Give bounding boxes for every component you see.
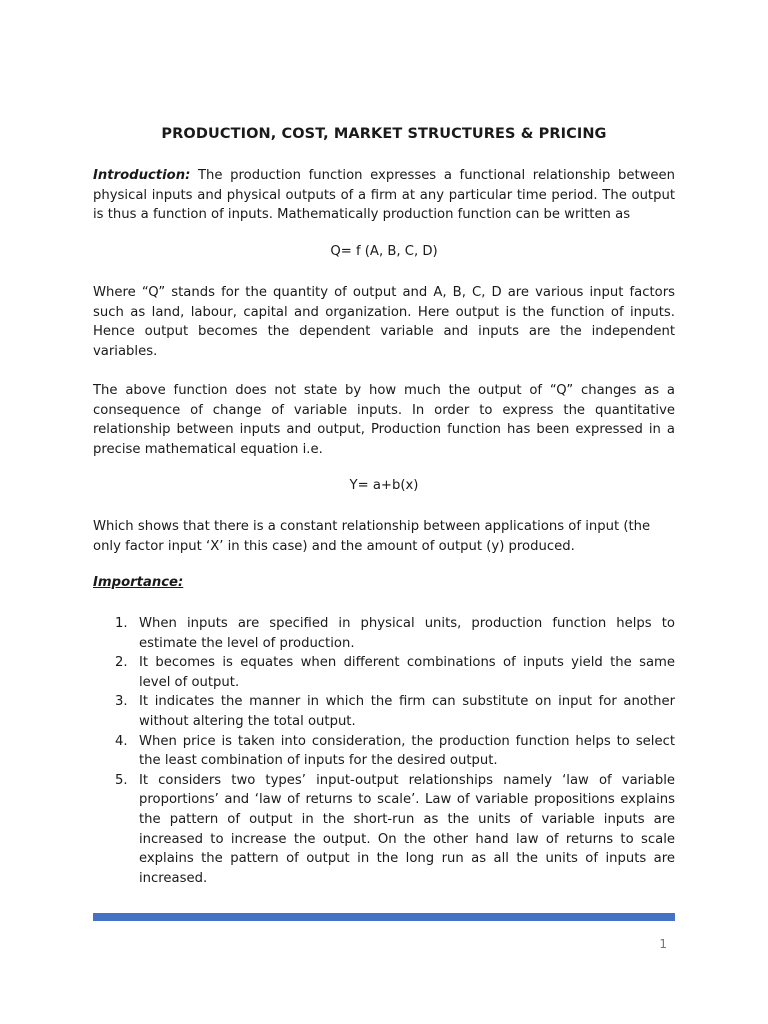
list-item-text: When inputs are specified in physical units, production function helps to estimate the level of production. (139, 616, 675, 651)
list-item (93, 732, 675, 771)
importance-heading: Importance: (93, 575, 184, 590)
equation-linear: Y= a+b(x) (349, 478, 419, 493)
introduction-paragraph (93, 166, 675, 225)
where-paragraph: Where “Q” stands for the quantity of output and A, B, C, D are various input factors such as land, labour, capital and organization. Here output is the function of inputs. Hence output becomes the dependent variable and inputs are the independent variables. (93, 285, 675, 359)
list-item-number: 2. (115, 655, 128, 671)
list-item-text: It considers two types’ input-output relationships namely ‘law of variable proportions’ and ‘law of returns to scale’. Law of variable propositions explains the pattern of output in the short-run as the units of variable inputs are increased to increase the output. On the other hand law of returns to scale explains the pattern of output in the long run as all the units of inputs are increased. (139, 772, 675, 886)
page-title: PRODUCTION, COST, MARKET STRUCTURES & PRICING (161, 126, 607, 142)
list-item (93, 771, 675, 889)
which-shows-paragraph: Which shows that there is a constant relationship between applications of input (the only factor input ‘X’ in this case) and the amount of output (y) produced. (93, 519, 651, 554)
page-number: 1 (659, 937, 667, 951)
list-item-text: When price is taken into consideration, the production function helps to select the least combination of inputs for the desired output. (139, 733, 675, 769)
list-item-number: 5. (115, 772, 128, 788)
importance-list (93, 614, 675, 888)
list-item-number: 1. (115, 616, 128, 631)
list-item (93, 692, 675, 731)
list-item-number: 4. (115, 733, 128, 749)
list-item-text: It indicates the manner in which the firm can substitute on input for another without altering the total output. (139, 694, 675, 729)
introduction-label: Introduction: (93, 168, 191, 183)
list-item (93, 614, 675, 653)
footer-divider-bar (93, 913, 675, 921)
list-item-text: It becomes is equates when different combinations of inputs yield the same level of output. (139, 655, 675, 690)
introduction-text: The production function expresses a functional relationship between physical inputs and physical outputs of a firm at any particular time period. The output is thus a function of inputs. Mathematically production function can be written as (93, 168, 675, 223)
equation-production-function: Q= f (A, B, C, D) (330, 244, 438, 259)
list-item (93, 653, 675, 692)
above-function-paragraph: The above function does not state by how much the output of “Q” changes as a consequence of change of variable inputs. In order to express the quantitative relationship between inputs and output, Production function has been expressed in a precise mathematical equation i.e. (93, 383, 675, 457)
document-page (93, 0, 675, 1024)
list-item-number: 3. (115, 694, 128, 710)
